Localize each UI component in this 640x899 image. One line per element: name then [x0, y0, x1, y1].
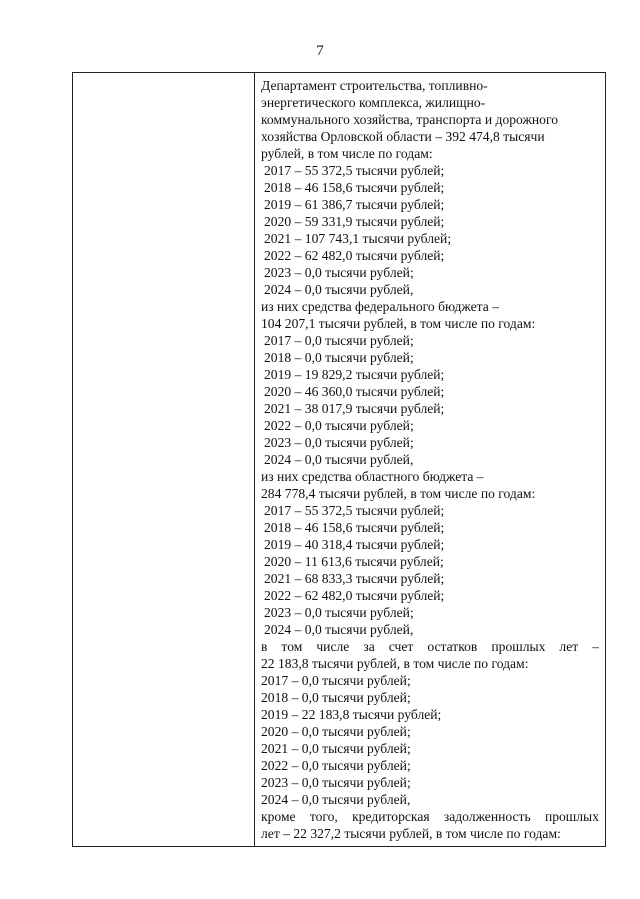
text-line: 2023 – 0,0 тысячи рублей; — [264, 435, 414, 450]
text-line: в том числе за счет остатков прошлых лет – — [261, 639, 599, 654]
text-line: хозяйства Орловской области – 392 474,8 тысячи — [261, 129, 545, 144]
text-line: 2024 – 0,0 тысячи рублей, — [264, 452, 414, 467]
text-line: 284 778,4 тысячи рублей, в том числе по годам: — [261, 486, 536, 501]
text-line: 2023 – 0,0 тысячи рублей; — [264, 265, 414, 280]
text-line: рублей, в том числе по годам: — [261, 146, 433, 161]
text-line: 2020 – 0,0 тысячи рублей; — [261, 724, 411, 739]
page-number: 7 — [316, 43, 324, 59]
text-line: кроме того, кредиторская задолженность прошлых — [261, 809, 599, 824]
text-line: 2017 – 55 372,5 тысячи рублей; — [264, 503, 445, 518]
text-line: 2020 – 46 360,0 тысячи рублей; — [264, 384, 445, 399]
text-line: лет – 22 327,2 тысячи рублей, в том числе по годам: — [261, 826, 561, 841]
text-line: энергетического комплекса, жилищно- — [261, 95, 486, 110]
text-line: из них средства областного бюджета – — [261, 469, 484, 484]
text-line: 2017 – 0,0 тысячи рублей; — [264, 333, 414, 348]
text-line: 2023 – 0,0 тысячи рублей; — [264, 605, 414, 620]
funding-table — [72, 72, 606, 847]
text-line: 2023 – 0,0 тысячи рублей; — [261, 775, 411, 790]
text-line: 22 183,8 тысячи рублей, в том числе по годам: — [261, 656, 529, 671]
text-line: 2017 – 0,0 тысячи рублей; — [261, 673, 411, 688]
text-line: 2019 – 19 829,2 тысячи рублей; — [264, 367, 445, 382]
text-line: 2020 – 11 613,6 тысячи рублей; — [264, 554, 444, 569]
text-line: 2018 – 0,0 тысячи рублей; — [261, 690, 411, 705]
text-line: 104 207,1 тысячи рублей, в том числе по годам: — [261, 316, 536, 331]
text-line: 2024 – 0,0 тысячи рублей, — [261, 792, 411, 807]
text-line: Департамент строительства, топливно- — [261, 78, 488, 93]
text-line: 2019 – 61 386,7 тысячи рублей; — [264, 197, 445, 212]
table-right-cell — [255, 73, 605, 846]
text-line: 2022 – 62 482,0 тысячи рублей; — [264, 588, 445, 603]
text-line: 2019 – 22 183,8 тысячи рублей; — [261, 707, 442, 722]
text-line: 2022 – 62 482,0 тысячи рублей; — [264, 248, 445, 263]
text-line: 2018 – 46 158,6 тысячи рублей; — [264, 180, 445, 195]
text-line: 2021 – 107 743,1 тысячи рублей; — [264, 231, 452, 246]
table-left-cell — [73, 73, 255, 846]
text-line: 2021 – 38 017,9 тысячи рублей; — [264, 401, 445, 416]
text-line: 2020 – 59 331,9 тысячи рублей; — [264, 214, 445, 229]
text-line: коммунального хозяйства, транспорта и дорожного — [261, 112, 558, 127]
text-line: 2018 – 0,0 тысячи рублей; — [264, 350, 414, 365]
text-line: 2022 – 0,0 тысячи рублей; — [261, 758, 411, 773]
text-line: 2021 – 68 833,3 тысячи рублей; — [264, 571, 445, 586]
text-line: 2017 – 55 372,5 тысячи рублей; — [264, 163, 445, 178]
text-line: из них средства федерального бюджета – — [261, 299, 499, 314]
text-line: 2019 – 40 318,4 тысячи рублей; — [264, 537, 445, 552]
text-line: 2018 – 46 158,6 тысячи рублей; — [264, 520, 445, 535]
text-line: 2024 – 0,0 тысячи рублей, — [264, 622, 414, 637]
text-line: 2024 – 0,0 тысячи рублей, — [264, 282, 414, 297]
text-line: 2022 – 0,0 тысячи рублей; — [264, 418, 414, 433]
text-line: 2021 – 0,0 тысячи рублей; — [261, 741, 411, 756]
